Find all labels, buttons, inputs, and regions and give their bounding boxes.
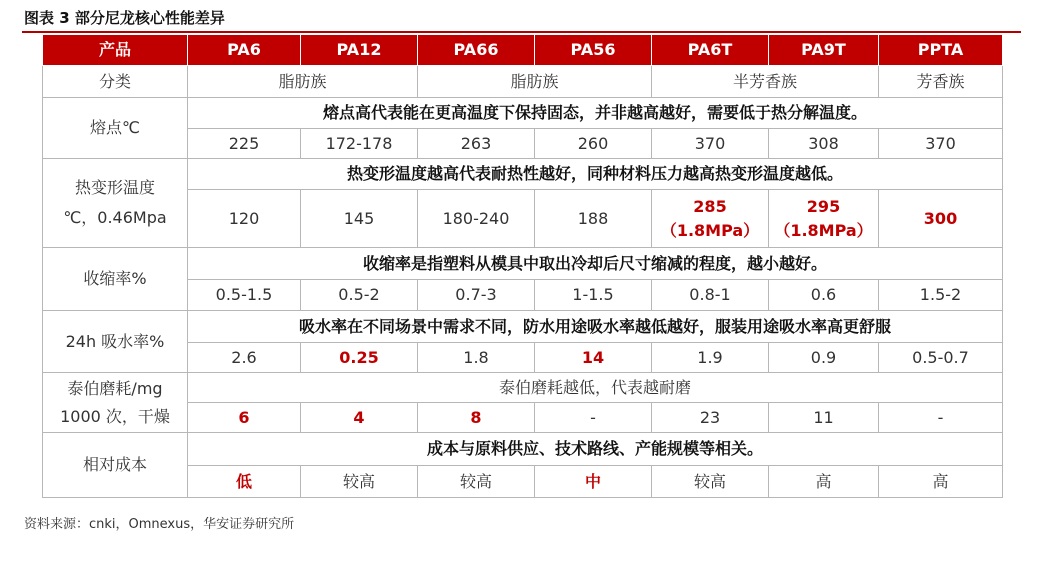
abrasion-label-line2: 1000 次，干燥 bbox=[60, 406, 170, 426]
cost-pa6: 低 bbox=[188, 466, 301, 498]
water-ppta: 0.5-0.7 bbox=[879, 343, 1003, 373]
water-note-row bbox=[43, 311, 1003, 343]
hdt-pa9t bbox=[769, 190, 879, 248]
water-pa66: 1.8 bbox=[418, 343, 535, 373]
cost-pa12: 较高 bbox=[301, 466, 418, 498]
shrink-ppta: 1.5-2 bbox=[879, 280, 1003, 311]
category-label: 分类 bbox=[43, 66, 188, 98]
hdt-pa66: 180-240 bbox=[418, 190, 535, 248]
hdt-pa9t-value: 295 bbox=[806, 196, 841, 216]
melting-pa6: 225 bbox=[188, 129, 301, 159]
shrink-pa12: 0.5-2 bbox=[301, 280, 418, 311]
cost-pa66: 较高 bbox=[418, 466, 535, 498]
shrink-pa56: 1-1.5 bbox=[535, 280, 652, 311]
water-note: 吸水率在不同场景中需求不同，防水用途吸水率越低越好，服装用途吸水率高更舒服 bbox=[188, 311, 1003, 343]
cost-note-row bbox=[43, 433, 1003, 466]
abrasion-pa56: - bbox=[535, 403, 652, 433]
hdt-label-line1: 热变形温度 bbox=[74, 177, 155, 197]
abrasion-pa6t: 23 bbox=[652, 403, 769, 433]
category-row bbox=[43, 66, 1003, 98]
abrasion-label-line1: 泰伯磨耗/mg bbox=[67, 378, 163, 398]
hdt-pa6t bbox=[652, 190, 769, 248]
category-aliphatic-2: 脂肪族 bbox=[418, 66, 652, 98]
category-aliphatic-1: 脂肪族 bbox=[188, 66, 418, 98]
header-pa66: PA66 bbox=[418, 35, 535, 66]
header-row bbox=[43, 35, 1003, 66]
cost-ppta: 高 bbox=[879, 466, 1003, 498]
header-pa9t: PA9T bbox=[769, 35, 879, 66]
hdt-ppta: 300 bbox=[879, 190, 1003, 248]
melting-label: 熔点℃ bbox=[43, 98, 188, 159]
title-divider bbox=[22, 31, 1021, 33]
hdt-pa6: 120 bbox=[188, 190, 301, 248]
header-pa6: PA6 bbox=[188, 35, 301, 66]
cost-label: 相对成本 bbox=[43, 433, 188, 498]
abrasion-ppta: - bbox=[879, 403, 1003, 433]
cost-pa9t: 高 bbox=[769, 466, 879, 498]
abrasion-note: 泰伯磨耗越低，代表越耐磨 bbox=[188, 373, 1003, 403]
hdt-note-row bbox=[43, 159, 1003, 190]
hdt-pa9t-pressure: （1.8MPa） bbox=[774, 220, 873, 240]
abrasion-pa9t: 11 bbox=[769, 403, 879, 433]
water-pa6t: 1.9 bbox=[652, 343, 769, 373]
water-pa6: 2.6 bbox=[188, 343, 301, 373]
water-pa12: 0.25 bbox=[301, 343, 418, 373]
hdt-pa12: 145 bbox=[301, 190, 418, 248]
hdt-pa6t-pressure: （1.8MPa） bbox=[660, 220, 760, 240]
hdt-note: 热变形温度越高代表耐热性越好，同种材料压力越高热变形温度越低。 bbox=[188, 159, 1003, 190]
figure-title: 图表 3 部分尼龙核心性能差异 bbox=[24, 9, 225, 27]
header-product: 产品 bbox=[43, 35, 188, 66]
abrasion-pa12: 4 bbox=[301, 403, 418, 433]
header-pa12: PA12 bbox=[301, 35, 418, 66]
shrink-note: 收缩率是指塑料从模具中取出冷却后尺寸缩减的程度，越小越好。 bbox=[188, 248, 1003, 280]
category-aromatic: 芳香族 bbox=[879, 66, 1003, 98]
nylon-comparison-table bbox=[42, 34, 1003, 498]
abrasion-pa66: 8 bbox=[418, 403, 535, 433]
melting-note: 熔点高代表能在更高温度下保持固态，并非越高越好，需要低于热分解温度。 bbox=[188, 98, 1003, 129]
hdt-label bbox=[43, 159, 188, 248]
cost-pa6t: 较高 bbox=[652, 466, 769, 498]
water-pa9t: 0.9 bbox=[769, 343, 879, 373]
category-semi-aromatic: 半芳香族 bbox=[652, 66, 879, 98]
melting-note-row bbox=[43, 98, 1003, 129]
melting-pa66: 263 bbox=[418, 129, 535, 159]
hdt-label-line2: ℃，0.46Mpa bbox=[63, 208, 167, 227]
shrink-label: 收缩率% bbox=[43, 248, 188, 311]
melting-ppta: 370 bbox=[879, 129, 1003, 159]
cost-note: 成本与原料供应、技术路线、产能规模等相关。 bbox=[188, 433, 1003, 466]
abrasion-label bbox=[43, 373, 188, 433]
melting-pa6t: 370 bbox=[652, 129, 769, 159]
source-note: 资料来源：cnki，Omnexus，华安证券研究所 bbox=[24, 517, 295, 532]
hdt-pa6t-value: 285 bbox=[693, 196, 727, 216]
melting-pa9t: 308 bbox=[769, 129, 879, 159]
water-pa56: 14 bbox=[535, 343, 652, 373]
shrink-note-row bbox=[43, 248, 1003, 280]
abrasion-pa6: 6 bbox=[188, 403, 301, 433]
header-pa6t: PA6T bbox=[652, 35, 769, 66]
water-label: 24h 吸水率% bbox=[43, 311, 188, 373]
abrasion-note-row bbox=[43, 373, 1003, 403]
melting-pa56: 260 bbox=[535, 129, 652, 159]
hdt-pa56: 188 bbox=[535, 190, 652, 248]
shrink-pa66: 0.7-3 bbox=[418, 280, 535, 311]
shrink-pa9t: 0.6 bbox=[769, 280, 879, 311]
melting-pa12: 172-178 bbox=[301, 129, 418, 159]
shrink-pa6t: 0.8-1 bbox=[652, 280, 769, 311]
header-pa56: PA56 bbox=[535, 35, 652, 66]
cost-pa56: 中 bbox=[535, 466, 652, 498]
header-ppta: PPTA bbox=[879, 35, 1003, 66]
shrink-pa6: 0.5-1.5 bbox=[188, 280, 301, 311]
